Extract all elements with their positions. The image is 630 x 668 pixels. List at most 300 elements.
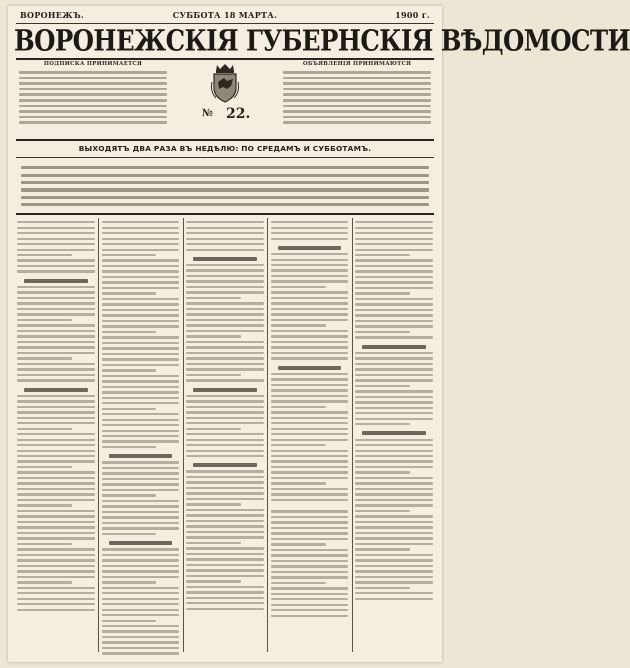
text-line (271, 280, 349, 282)
text-line (355, 331, 410, 333)
text-line (19, 121, 167, 124)
text-line (355, 368, 433, 370)
text-line (355, 521, 433, 523)
advertisement-box (282, 61, 432, 137)
text-line (355, 466, 433, 468)
newspaper-page (8, 6, 630, 662)
text-line (17, 406, 95, 408)
text-line (102, 292, 157, 294)
text-line (102, 554, 180, 556)
text-line (271, 571, 349, 573)
text-line (102, 559, 180, 561)
text-line (186, 492, 264, 494)
text-line (102, 314, 180, 316)
text-line (17, 428, 72, 430)
text-line (19, 110, 167, 113)
text-line (271, 482, 326, 484)
text-line (17, 565, 95, 567)
text-line (102, 446, 157, 448)
text-line (102, 227, 180, 229)
columns-rule (16, 213, 434, 215)
text-line (355, 320, 433, 322)
text-line (271, 346, 349, 348)
text-line (102, 440, 180, 442)
section-heading-mark (362, 345, 426, 349)
issue-number-sign: № (202, 108, 213, 119)
text-line (271, 411, 349, 413)
text-line (21, 188, 429, 191)
text-line (102, 408, 157, 410)
text-line (186, 580, 241, 582)
text-line (102, 598, 180, 600)
text-line (102, 652, 180, 654)
column-rule (98, 218, 99, 652)
text-line (17, 581, 72, 583)
text-line (102, 467, 180, 469)
text-line (102, 609, 180, 611)
text-line (17, 455, 95, 457)
text-line (271, 466, 349, 468)
text-line (355, 576, 433, 578)
text-line (186, 498, 264, 500)
text-line (19, 77, 167, 80)
text-line (355, 537, 433, 539)
text-line (355, 309, 433, 311)
text-line (271, 521, 349, 523)
text-line (186, 444, 264, 446)
text-line (186, 569, 264, 571)
text-line (17, 265, 95, 267)
text-line (355, 259, 433, 261)
text-line (17, 543, 72, 545)
text-line (283, 110, 431, 113)
text-line (102, 270, 180, 272)
text-line (17, 559, 95, 561)
text-line (186, 335, 241, 337)
text-line (355, 325, 433, 327)
text-line (102, 364, 180, 366)
text-line (17, 471, 95, 473)
text-line (17, 417, 95, 419)
text-line (102, 320, 180, 322)
article-column (270, 218, 350, 652)
text-line (271, 499, 349, 501)
text-line (17, 466, 72, 468)
text-line (17, 548, 95, 550)
text-line (355, 581, 433, 583)
text-line (102, 533, 157, 535)
coat-of-arms-icon (208, 62, 242, 106)
text-line (283, 71, 431, 74)
text-line (186, 379, 264, 381)
text-line (17, 357, 72, 359)
text-line (271, 221, 349, 223)
text-line (17, 259, 95, 261)
text-line (102, 478, 180, 480)
text-line (271, 493, 349, 495)
text-line (186, 363, 264, 365)
text-line (102, 625, 180, 627)
text-line (17, 313, 95, 315)
text-line (186, 481, 264, 483)
text-line (355, 352, 433, 354)
text-line (271, 565, 349, 567)
text-line (271, 308, 349, 310)
text-line (102, 325, 180, 327)
text-line (355, 385, 410, 387)
text-line (186, 553, 264, 555)
text-line (186, 597, 264, 599)
text-line (271, 253, 349, 255)
text-line (102, 298, 180, 300)
text-line (271, 609, 349, 611)
masthead-title: ВОРОНЕЖСКІЯ ГУБЕРНСКІЯ ВѢДОМОСТИ (14, 23, 630, 58)
text-line (17, 335, 95, 337)
text-line (271, 450, 349, 452)
text-line (355, 477, 433, 479)
text-line (17, 297, 95, 299)
text-line (17, 609, 95, 611)
text-line (271, 439, 349, 441)
text-line (102, 576, 180, 578)
text-line (271, 598, 349, 600)
masthead-rule (16, 58, 434, 60)
text-line (271, 543, 326, 545)
text-line (271, 587, 349, 589)
text-line (17, 515, 95, 517)
text-line (102, 238, 180, 240)
text-line (102, 430, 180, 432)
text-line (102, 647, 180, 649)
text-line (355, 510, 410, 512)
text-line (102, 243, 180, 245)
text-line (17, 439, 95, 441)
text-line (271, 417, 349, 419)
article-columns (16, 218, 434, 652)
text-line (17, 286, 95, 288)
text-line (102, 435, 180, 437)
text-line (102, 522, 180, 524)
text-line (186, 525, 264, 527)
text-line (17, 346, 95, 348)
text-line (186, 417, 264, 419)
text-line (271, 357, 349, 359)
section-heading-mark (278, 246, 342, 250)
text-line (355, 281, 433, 283)
text-line (355, 504, 433, 506)
section-heading-mark (24, 279, 88, 283)
text-line (186, 232, 264, 234)
text-line (17, 537, 95, 539)
text-line (271, 549, 349, 551)
text-line (21, 181, 429, 184)
text-line (355, 460, 433, 462)
text-line (355, 243, 433, 245)
text-line (271, 335, 349, 337)
text-line (271, 352, 349, 354)
text-line (186, 411, 264, 413)
text-line (186, 439, 264, 441)
text-line (186, 564, 264, 566)
text-line (186, 302, 264, 304)
text-line (102, 281, 180, 283)
text-line (102, 391, 180, 393)
text-line (17, 270, 95, 272)
section-heading-mark (278, 366, 342, 370)
text-line (17, 532, 95, 534)
text-line (355, 587, 410, 589)
text-line (355, 249, 433, 251)
text-line (271, 227, 349, 229)
text-line (186, 531, 264, 533)
text-line (186, 291, 264, 293)
section-heading-mark (24, 388, 88, 392)
section-heading-mark (362, 431, 426, 435)
text-line (186, 422, 264, 424)
text-line (271, 297, 349, 299)
text-line (17, 411, 95, 413)
text-line (17, 254, 72, 256)
text-line (186, 433, 264, 435)
text-line (271, 604, 349, 606)
text-line (102, 548, 180, 550)
header-line (18, 10, 432, 22)
text-line (102, 516, 180, 518)
text-line (186, 400, 264, 402)
subscription-heading: ПОДПИСКА ПРИНИМАЕТСЯ (43, 61, 143, 67)
text-line (271, 324, 326, 326)
text-line (17, 510, 95, 512)
text-line (186, 547, 264, 549)
text-line (271, 560, 349, 562)
text-line (283, 93, 431, 96)
section-heading-mark (109, 454, 173, 458)
text-line (355, 515, 433, 517)
text-line (17, 521, 95, 523)
text-line (186, 238, 264, 240)
text-line (102, 232, 180, 234)
text-line (355, 276, 433, 278)
text-line (271, 422, 349, 424)
text-line (271, 259, 349, 261)
text-line (271, 232, 349, 234)
text-line (355, 570, 433, 572)
text-line (102, 303, 180, 305)
text-line (17, 576, 95, 578)
text-line (355, 488, 433, 490)
text-line (102, 630, 180, 632)
text-line (102, 347, 180, 349)
text-line (355, 482, 433, 484)
text-line (102, 342, 180, 344)
text-line (17, 330, 95, 332)
official-notice (20, 162, 430, 210)
text-line (271, 406, 326, 408)
text-line (271, 313, 349, 315)
text-line (355, 357, 433, 359)
text-line (102, 221, 180, 223)
text-line (186, 313, 264, 315)
text-line (102, 259, 180, 261)
text-line (186, 608, 264, 610)
text-line (271, 460, 349, 462)
text-line (271, 291, 349, 293)
text-line (17, 243, 95, 245)
text-line (283, 121, 431, 124)
text-line (102, 358, 180, 360)
text-line (102, 369, 157, 371)
text-line (17, 379, 95, 381)
text-line (355, 221, 433, 223)
text-line (271, 516, 349, 518)
text-line (102, 505, 180, 507)
text-line (21, 166, 429, 169)
text-line (186, 476, 264, 478)
text-line (271, 373, 349, 375)
text-line (186, 243, 264, 245)
text-line (102, 287, 180, 289)
text-line (17, 433, 95, 435)
text-line (19, 105, 167, 108)
text-line (355, 238, 433, 240)
text-line (17, 570, 95, 572)
text-line (102, 397, 180, 399)
text-line (102, 614, 180, 616)
text-line (17, 363, 95, 365)
text-line (271, 269, 349, 271)
text-line (271, 238, 349, 240)
column-rule (267, 218, 268, 652)
text-line (102, 380, 180, 382)
schedule-rule-top (16, 139, 434, 141)
text-line (102, 309, 180, 311)
advertisement-heading: ОБЪЯВЛЕНІЯ ПРИНИМАЮТСЯ (302, 61, 412, 67)
text-line (271, 444, 326, 446)
text-line (102, 587, 180, 589)
text-line (186, 346, 264, 348)
text-line (271, 593, 349, 595)
text-line (355, 298, 433, 300)
text-line (102, 331, 157, 333)
text-line (271, 330, 349, 332)
text-line (355, 254, 410, 256)
text-line (186, 602, 264, 604)
text-line (355, 287, 433, 289)
text-line (271, 389, 349, 391)
text-line (17, 374, 95, 376)
text-line (355, 493, 433, 495)
text-line (102, 570, 180, 572)
text-line (283, 77, 431, 80)
text-line (17, 587, 95, 589)
text-line (186, 455, 264, 457)
text-line (17, 221, 95, 223)
text-line (19, 71, 167, 74)
text-line (186, 352, 264, 354)
text-line (17, 460, 95, 462)
text-line (355, 292, 410, 294)
issue-number: 22. (226, 106, 251, 122)
text-line (186, 341, 264, 343)
text-line (186, 280, 264, 282)
text-line (17, 477, 95, 479)
text-line (17, 232, 95, 234)
text-line (102, 254, 157, 256)
text-line (355, 418, 433, 420)
text-line (17, 444, 95, 446)
text-line (355, 444, 433, 446)
text-line (186, 503, 241, 505)
text-line (186, 428, 241, 430)
article-column (16, 218, 96, 652)
text-line (17, 450, 95, 452)
text-line (271, 510, 349, 512)
text-line (102, 402, 180, 404)
text-line (21, 174, 429, 177)
text-line (17, 499, 95, 501)
header-city: ВОРОНЕЖЪ. (20, 10, 85, 20)
article-column (354, 218, 434, 652)
text-line (102, 494, 157, 496)
column-rule (183, 218, 184, 652)
text-line (355, 471, 410, 473)
text-line (186, 221, 264, 223)
text-line (102, 336, 180, 338)
text-line (102, 375, 180, 377)
text-line (17, 352, 95, 354)
schedule-rule-bottom (16, 157, 434, 158)
text-line (355, 407, 433, 409)
text-line (17, 249, 95, 251)
text-line (19, 82, 167, 85)
text-line (17, 395, 95, 397)
text-line (186, 395, 264, 397)
text-line (271, 341, 349, 343)
section-heading-mark (193, 257, 257, 261)
text-line (17, 368, 95, 370)
text-line (102, 413, 180, 415)
text-line (355, 543, 433, 545)
text-line (186, 324, 264, 326)
text-line (17, 592, 95, 594)
text-line (355, 548, 410, 550)
text-line (17, 400, 95, 402)
text-line (355, 374, 433, 376)
text-line (355, 439, 433, 441)
text-line (355, 232, 433, 234)
header-date: СУББОТА 18 МАРТА. (172, 10, 278, 20)
text-line (355, 423, 410, 425)
subscription-box (18, 61, 168, 137)
publication-schedule: ВЫХОДЯТЪ ДВА РАЗА ВЪ НЕДѢЛЮ: ПО СРЕДАМЪ И СУББОТАМЪ. (78, 144, 372, 153)
text-line (271, 433, 349, 435)
header-year: 1900 г. (395, 10, 430, 20)
text-line (17, 493, 95, 495)
text-line (355, 265, 433, 267)
text-line (102, 636, 180, 638)
text-line (186, 308, 264, 310)
text-line (17, 603, 95, 605)
text-line (17, 554, 95, 556)
text-line (102, 592, 180, 594)
text-line (102, 500, 180, 502)
text-line (271, 477, 349, 479)
text-line (186, 406, 264, 408)
text-line (355, 499, 433, 501)
text-line (186, 520, 264, 522)
text-line (186, 330, 264, 332)
article-column (101, 218, 181, 652)
